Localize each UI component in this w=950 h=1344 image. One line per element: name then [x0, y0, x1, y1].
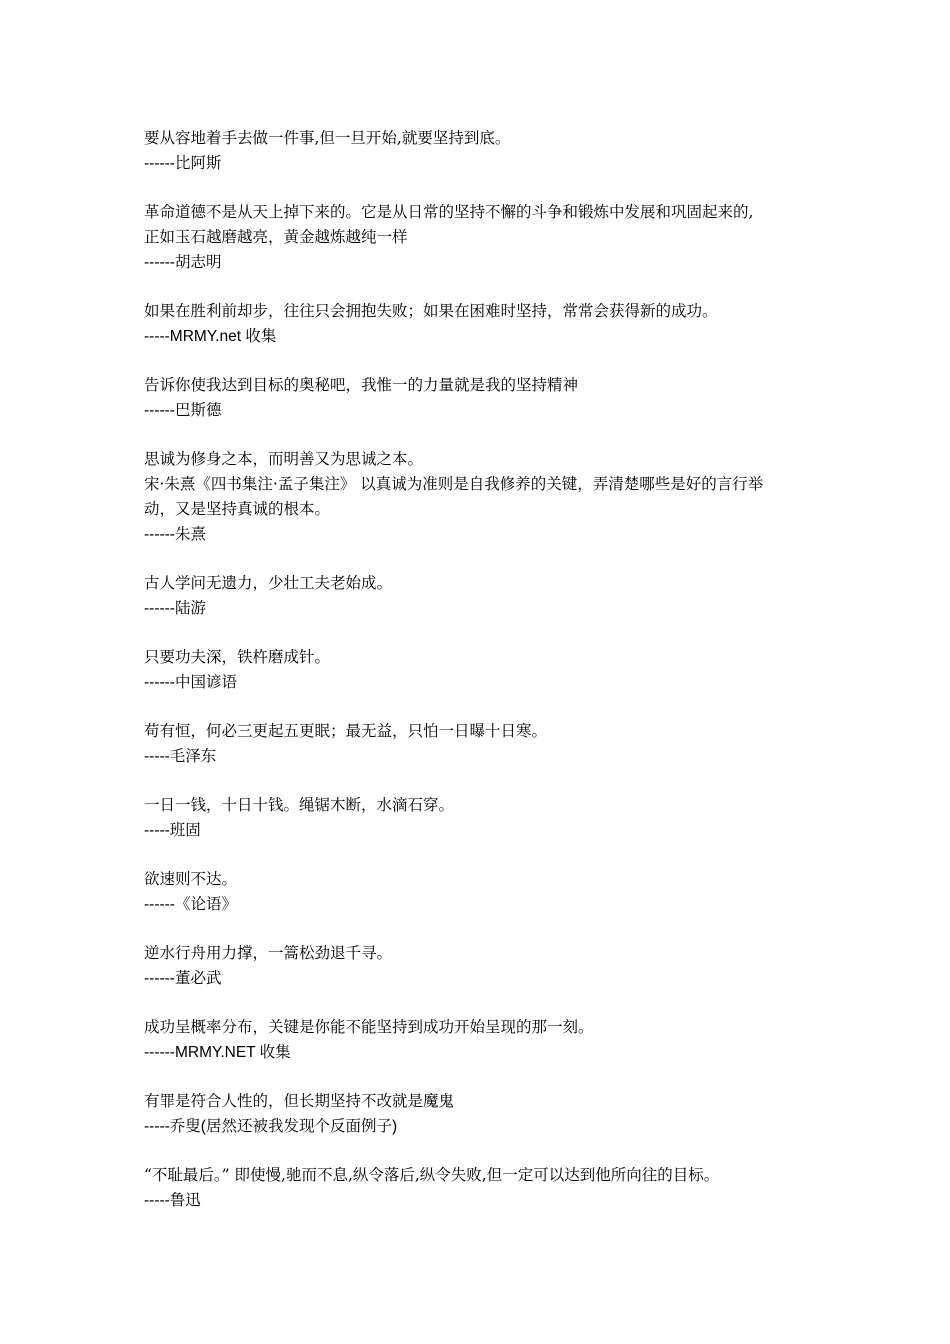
quote-text: 有罪是符合人性的，但长期坚持不改就是魔鬼 [144, 1092, 455, 1110]
quote-block [144, 1015, 824, 1065]
quote-author: ------董必武 [144, 970, 222, 987]
quote-block [144, 1089, 824, 1139]
quote-text: 逆水行舟用力撑，一篙松劲退千寻。 [144, 944, 393, 962]
quote-text: 要从容地着手去做一件事,但一旦开始,就要坚持到底。 [144, 129, 511, 147]
quote-author: ------《论语》 [144, 896, 237, 913]
quote-author: ------陆游 [144, 600, 206, 617]
quote-block [144, 645, 824, 695]
quote-text: 一日一钱，十日十钱。绳锯木断，水滴石穿。 [144, 796, 455, 814]
quote-block [144, 867, 824, 917]
quote-block [144, 571, 824, 621]
quote-text: 欲速则不达。 [144, 870, 238, 888]
quote-block [144, 299, 824, 349]
quote-author: ------朱熹 [144, 526, 206, 543]
quote-text: “不耻最后。” 即使慢,驰而不息,纵令落后,纵令失败,但一定可以达到他所向往的目标。 [144, 1166, 720, 1184]
quote-author: ------胡志明 [144, 254, 222, 271]
quote-block [144, 126, 824, 176]
quote-text: 革命道德不是从天上掉下来的。它是从日常的坚持不懈的斗争和锻炼中发展和巩固起来的, [144, 203, 754, 221]
quote-author: ------MRMY.NET 收集 [144, 1044, 291, 1061]
quote-block [144, 719, 824, 769]
quote-author: -----鲁迅 [144, 1192, 201, 1209]
quote-text: 宋·朱熹《四书集注·孟子集注》 以真诚为准则是自我修养的关键，弄清楚哪些是好的言行举 [144, 475, 764, 493]
quote-author: -----乔叟(居然还被我发现个反面例子) [144, 1118, 398, 1135]
quote-block [144, 1163, 824, 1213]
quote-text: 古人学问无遗力，少壮工夫老始成。 [144, 574, 393, 592]
quote-text: 正如玉石越磨越亮，黄金越炼越纯一样 [144, 228, 408, 246]
quote-text: 成功呈概率分布，关键是你能不能坚持到成功开始呈现的那一刻。 [144, 1018, 594, 1036]
quote-block [144, 941, 824, 991]
quote-text: 苟有恒，何必三更起五更眠；最无益，只怕一日曝十日寒。 [144, 722, 548, 740]
quote-text: 动，又是坚持真诚的根本。 [144, 500, 331, 518]
quote-text: 思诚为修身之本，而明善又为思诚之本。 [144, 450, 424, 468]
quote-block [144, 373, 824, 423]
quote-text: 只要功夫深，铁杵磨成针。 [144, 648, 331, 666]
quote-author: ------巴斯德 [144, 402, 222, 419]
quote-block [144, 793, 824, 843]
quote-block [144, 200, 824, 275]
quote-author: -----班固 [144, 822, 201, 839]
quote-text: 如果在胜利前却步，往往只会拥抱失败；如果在困难时坚持，常常会获得新的成功。 [144, 302, 718, 320]
quote-author: ------比阿斯 [144, 155, 222, 172]
document-page [144, 126, 824, 1237]
quote-author: -----毛泽东 [144, 748, 217, 765]
quote-author: ------中国谚语 [144, 674, 237, 691]
quote-text: 告诉你使我达到目标的奥秘吧，我惟一的力量就是我的坚持精神 [144, 376, 579, 394]
quote-block [144, 447, 824, 547]
quote-author: -----MRMY.net 收集 [144, 328, 277, 345]
